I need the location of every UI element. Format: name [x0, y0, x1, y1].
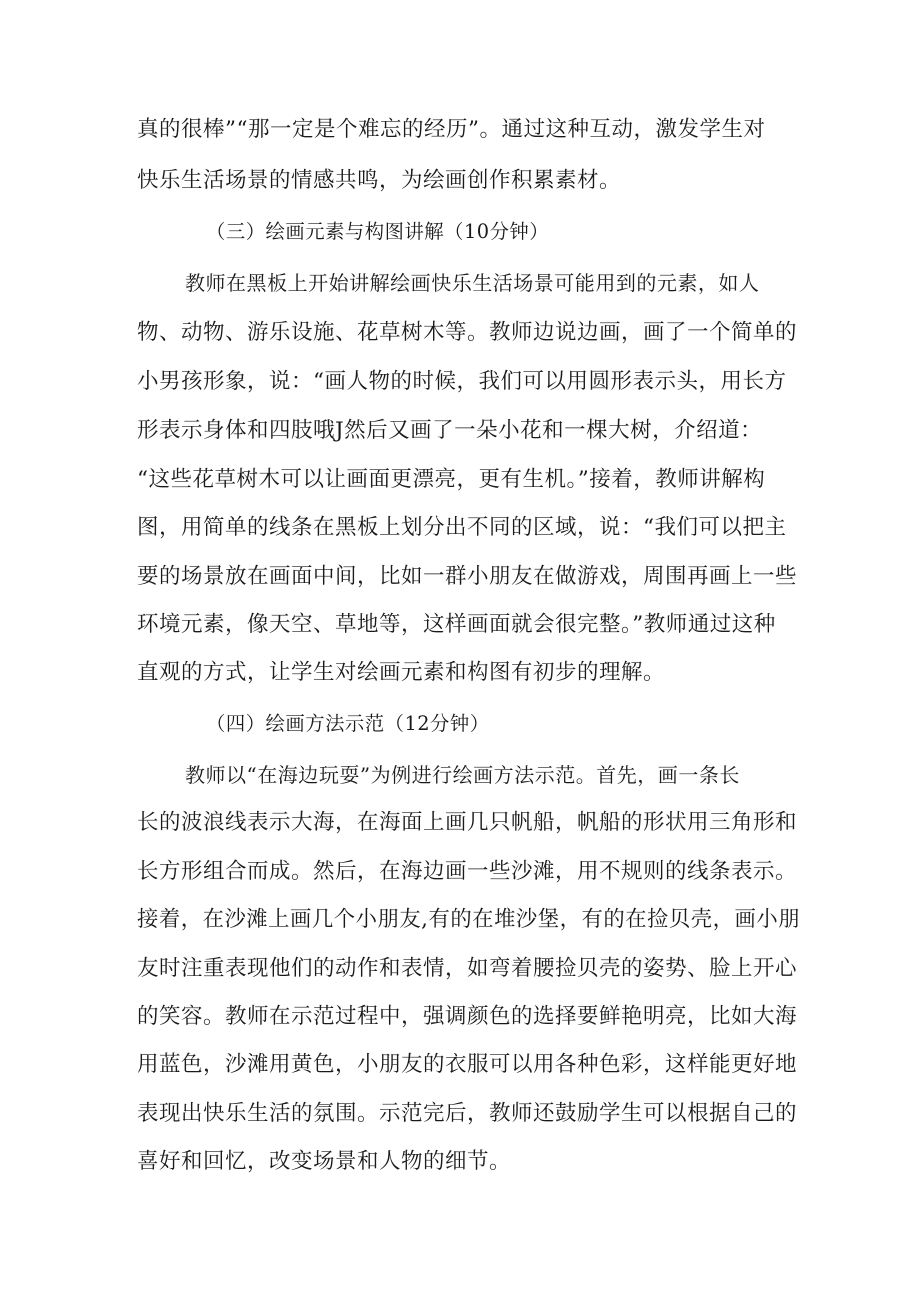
paragraph-line: 接着，在沙滩上画几个小朋友,有的在堆沙堡，有的在捡贝壳，画小朋 — [137, 907, 801, 932]
paragraph-line: 环境元素，像天空、草地等，这样画面就会很完整。”教师通过这种 — [137, 612, 776, 637]
paragraph-line: 教师在黑板上开始讲解绘画快乐生活场景可能用到的元素，如人 — [185, 271, 760, 295]
paragraph-line: 要的场景放在画面中间，比如一群小朋友在做游戏，周围再画上一些 — [137, 564, 798, 589]
paragraph-line: 长的波浪线表示大海，在海面上画几只帆船，帆船的形状用三角形和 — [137, 810, 798, 835]
paragraph-line: 友时注重表现他们的动作和表情，如弯着腰捡贝壳的姿势、脸上开心 — [137, 956, 798, 981]
paragraph-line: 教师以“在海边玩耍”为例进行绘画方法示范。首先，画一条长 — [185, 763, 740, 787]
paragraph-line: 真的很棒”“那一定是个难忘的经历”。通过这种互动，激发学生对 — [137, 117, 766, 142]
section-heading-3: （三）绘画元素与构图讲解（10分钟） — [206, 220, 550, 243]
paragraph-line: 快乐生活场景的情感共鸣，为绘画创作积累素材。 — [137, 168, 622, 193]
paragraph-line: 物、动物、游乐设施、花草树木等。教师边说边画，画了一个简单的 — [137, 320, 798, 345]
paragraph-line: 直观的方式，让学生对绘画元素和构图有初步的理解。 — [137, 660, 666, 685]
paragraph-line: 小男孩形象，说：“画人物的时候，我们可以用圆形表示头，用长方 — [137, 369, 787, 394]
paragraph-line: “这些花草树木可以让画面更漂亮，更有生机。”接着，教师讲解构 — [137, 467, 766, 492]
paragraph-line: 图，用简单的线条在黑板上划分出不同的区域，说：“我们可以把主 — [137, 515, 787, 540]
paragraph-line: 长方形组合而成。然后，在海边画一些沙滩，用不规则的线条表示。 — [137, 859, 798, 884]
section-heading-4: （四）绘画方法示范（12分钟） — [206, 712, 490, 735]
paragraph-line: 的笑容。教师在示范过程中，强调颜色的选择要鲜艳明亮，比如大海 — [137, 1004, 798, 1029]
paragraph-line: 用蓝色，沙滩用黄色，小朋友的衣服可以用各种色彩，这样能更好地 — [137, 1052, 798, 1077]
paragraph-line: 表现出快乐生活的氛围。示范完后，教师还鼓励学生可以根据自己的 — [137, 1101, 798, 1126]
paragraph-line: 形表示身体和四肢哦J然后又画了一朵小花和一棵大树，介绍道： — [137, 418, 763, 443]
paragraph-line: 喜好和回忆，改变场景和人物的细节。 — [137, 1149, 512, 1174]
